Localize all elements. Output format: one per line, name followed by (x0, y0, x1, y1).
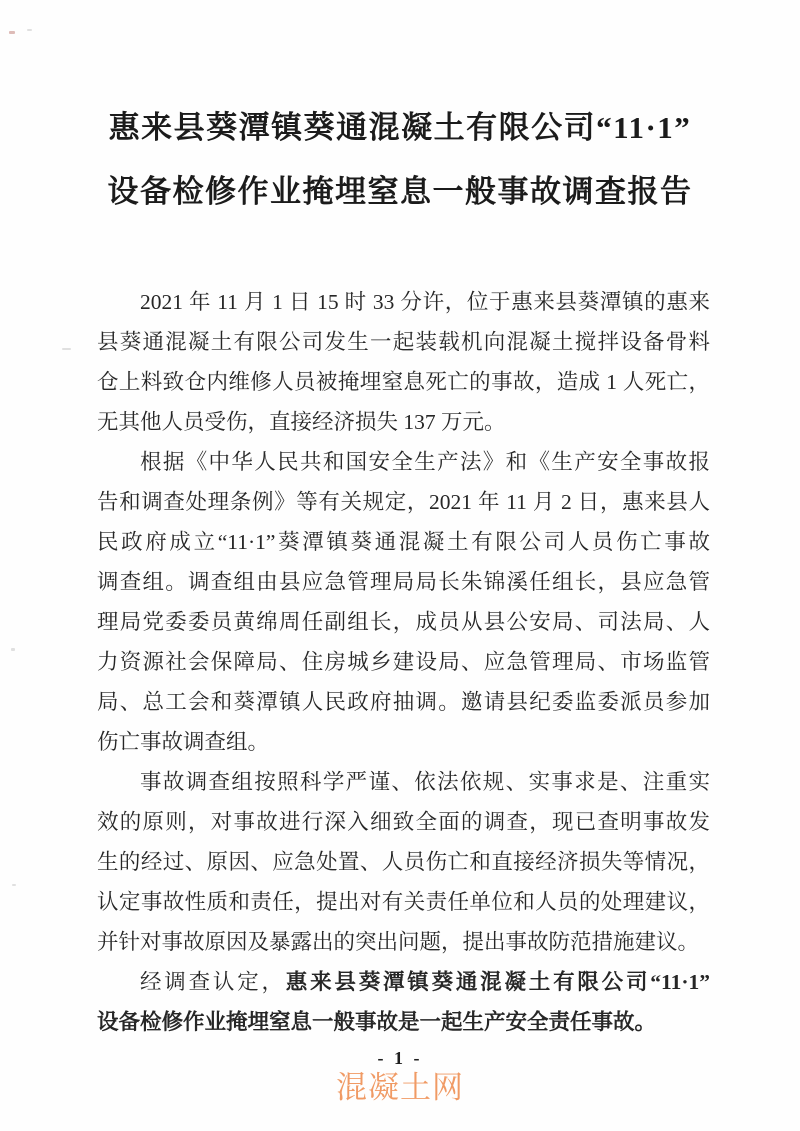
body-line: 告和调查处理条例》等有关规定，2021 年 11 月 2 日，惠来县人 (97, 490, 710, 514)
body-line: 伤亡事故调查组。 (97, 730, 270, 754)
body-line: 无其他人员受伤，直接经济损失 137 万元。 (97, 410, 506, 434)
paragraph-4 (97, 962, 710, 1042)
scan-speck (12, 884, 16, 886)
body-line: 局、总工会和葵潭镇人民政府抽调。邀请县纪委监委派员参加 (97, 690, 710, 714)
body-line: 事故调查组按照科学严谨、依法依规、实事求是、注重实 (140, 770, 710, 794)
paragraph-3 (97, 762, 710, 962)
body-line: 认定事故性质和责任，提出对有关责任单位和人员的处理建议， (97, 890, 710, 914)
body-line: 根据《中华人民共和国安全生产法》和《生产安全事故报 (140, 450, 710, 474)
body-line: 力资源社会保障局、住房城乡建设局、应急管理局、市场监管 (97, 650, 710, 674)
watermark: 混凝土网 (336, 1070, 464, 1105)
paragraph-2 (97, 442, 710, 762)
scan-speck (62, 348, 71, 350)
body-line: 县葵通混凝土有限公司发生一起装载机向混凝土搅拌设备骨料 (97, 330, 710, 354)
document-body (97, 282, 710, 1042)
document-title-line-2: 设备检修作业掩埋窒息一般事故调查报告 (107, 174, 693, 209)
conclusion-lead-in: 经调查认定， (140, 970, 286, 994)
scan-speck (699, 536, 704, 538)
body-line: 效的原则，对事故进行深入细致全面的调查，现已查明事故发 (97, 810, 710, 834)
body-line: 设备检修作业掩埋窒息一般事故是一起生产安全责任事故。 (97, 1010, 657, 1034)
body-line: 理局党委委员黄绵周任副组长，成员从县公安局、司法局、人 (97, 610, 710, 634)
body-line: 民政府成立“11·1”葵潭镇葵通混凝土有限公司人员伤亡事故 (97, 530, 710, 554)
body-line (97, 962, 710, 1002)
document-title-line-1: 惠来县葵潭镇葵通混凝土有限公司“11·1” (108, 110, 692, 145)
body-line: 仓上料致仓内维修人员被掩埋窒息死亡的事故，造成 1 人死亡， (97, 370, 710, 394)
body-line: 2021 年 11 月 1 日 15 时 33 分许，位于惠来县葵潭镇的惠来 (140, 290, 710, 314)
page-footer (0, 1046, 800, 1106)
document-title (0, 96, 800, 224)
paragraph-1 (97, 282, 710, 442)
page-number: - 1 - (377, 1048, 423, 1068)
body-line: 调查组。调查组由县应急管理局局长朱锦溪任组长，县应急管 (97, 570, 710, 594)
scan-speck (11, 648, 15, 651)
conclusion-bold-text: 惠来县葵潭镇葵通混凝土有限公司“11·1” (285, 970, 710, 994)
body-line: 生的经过、原因、应急处置、人员伤亡和直接经济损失等情况， (97, 850, 710, 874)
scan-speck (9, 31, 15, 34)
body-line: 并针对事故原因及暴露出的突出问题，提出事故防范措施建议。 (97, 930, 700, 954)
scan-speck (27, 29, 32, 31)
